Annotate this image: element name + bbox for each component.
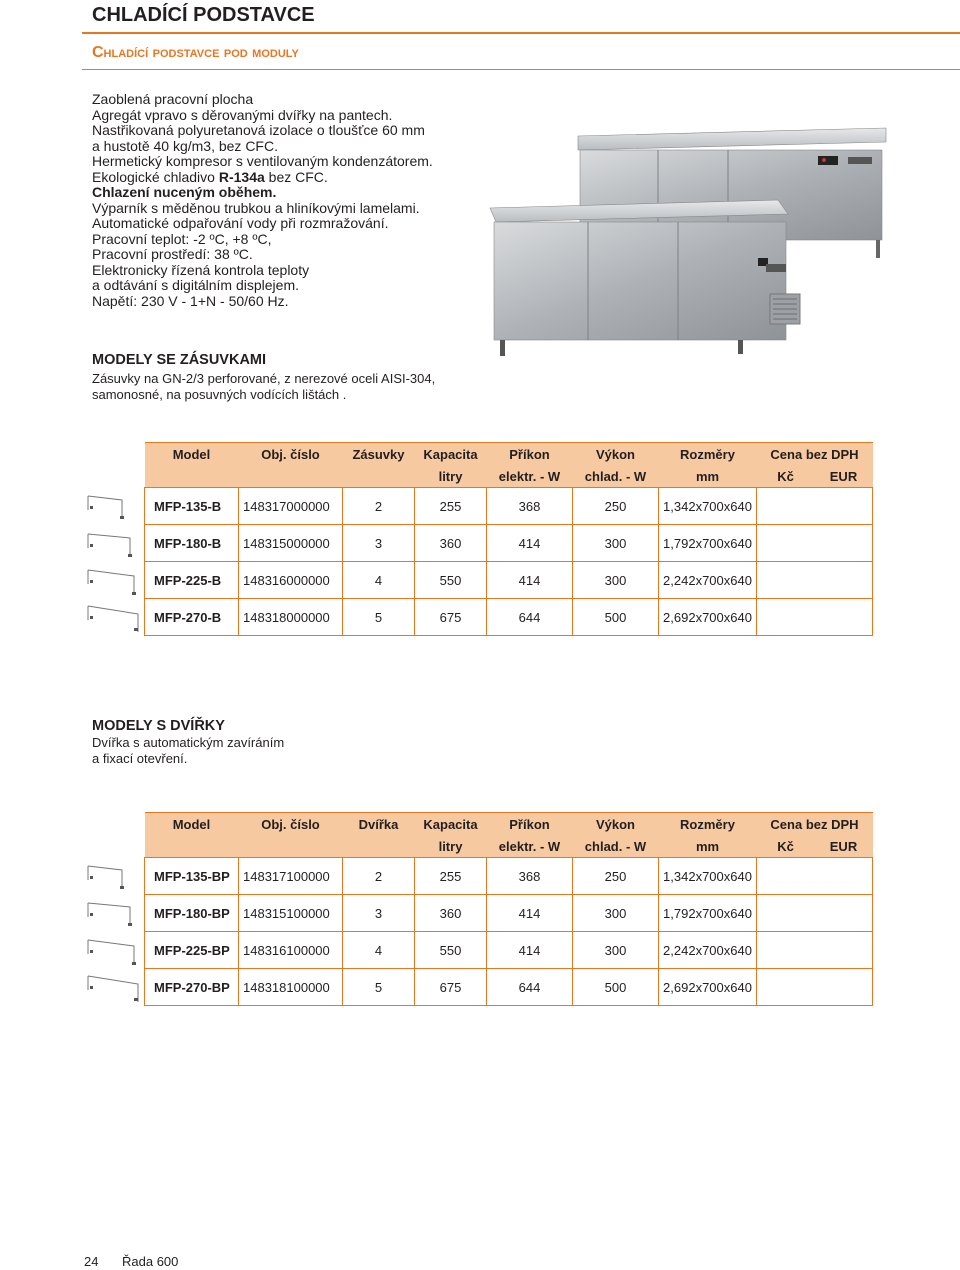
table-row: MFP-225-BP 148316100000 4 550 414 300 2,242x700x640 [145, 932, 873, 969]
door-unit-thumbnail [86, 972, 140, 1004]
spec-line: Agregát vpravo s děrovanými dvířky na pantech. [92, 106, 393, 123]
door-unit-thumbnail [86, 862, 140, 894]
title-divider [82, 32, 960, 34]
section-title-doors: MODELY S DVÍŘKY [92, 718, 225, 734]
unit-label: elektr. - W [487, 835, 573, 858]
spec-line: Elektronicky řízená kontrola teploty [92, 261, 310, 278]
subtitle-divider [82, 69, 960, 70]
col-header: Rozměry [659, 443, 757, 466]
col-header: Cena bez DPH [757, 813, 873, 836]
col-header: Zásuvky [343, 443, 415, 466]
page-number: 24 [84, 1254, 99, 1269]
table-row: MFP-135-BP 148317100000 2 255 368 250 1,342x700x640 [145, 858, 873, 895]
spec-line: Hermetický kompresor s ventilovaným kondenzátorem. [92, 153, 433, 169]
col-header: Příkon [487, 443, 573, 466]
spec-line: Pracovní teplot: -2 ºC, +8 ºC, [92, 230, 272, 247]
unit-label: chlad. - W [573, 835, 659, 858]
col-header: Rozměry [659, 813, 757, 836]
spec-line: a odtávání s digitálním displejem. [92, 277, 299, 293]
door-unit-thumbnail [86, 936, 140, 968]
product-photo [488, 118, 888, 358]
section-title-drawers: MODELY SE ZÁSUVKAMI [92, 352, 267, 368]
spec-line: Ekologické chladivo R-134a bez CFC. [92, 168, 328, 185]
spec-line: Zaoblená pracovní plocha [92, 91, 254, 107]
col-header: Výkon [573, 813, 659, 836]
unit-label: Kč [757, 465, 815, 488]
unit-label: chlad. - W [573, 465, 659, 488]
section-desc: Zásuvky na GN-2/3 perforované, z nerezové oceli AISI-304, [92, 371, 436, 386]
table-row: MFP-270-BP 148318100000 5 675 644 500 2,692x700x640 [145, 969, 873, 1006]
col-header: Kapacita [415, 443, 487, 466]
drawer-unit-thumbnail [86, 530, 140, 562]
table-row: MFP-180-B 148315000000 3 360 414 300 1,792x700x640 [145, 525, 873, 562]
table-row: MFP-180-BP 148315100000 3 360 414 300 1,792x700x640 [145, 895, 873, 932]
table-row: MFP-225-B 148316000000 4 550 414 300 2,242x700x640 [145, 562, 873, 599]
drawers-table [144, 442, 873, 636]
col-header: Dvířka [343, 813, 415, 836]
col-header: Cena bez DPH [757, 443, 873, 466]
unit-label: mm [659, 835, 757, 858]
spec-line: a hustotě 40 kg/m3, bez CFC. [92, 137, 278, 154]
spec-line: Výparník s měděnou trubkou a hliníkovými lamelami. [92, 199, 420, 216]
series-label: Řada 600 [122, 1254, 179, 1269]
section-desc: a fixací otevření. [92, 751, 188, 766]
spec-list [92, 92, 433, 309]
drawer-unit-thumbnail [86, 492, 140, 524]
doors-table [144, 812, 873, 1006]
spec-line: Automatické odpařování vody při rozmražování. [92, 215, 389, 231]
section-desc: samonosné, na posuvných vodících lištách . [92, 387, 347, 402]
spec-line: Pracovní prostředí: 38 ºC. [92, 246, 253, 262]
page-subtitle: Chladící podstavce pod moduly [92, 44, 299, 61]
drawer-unit-thumbnail [86, 602, 140, 634]
page-title: CHLADÍCÍ PODSTAVCE [92, 4, 315, 26]
section-desc: Dvířka s automatickým zavíráním [92, 735, 285, 750]
col-header: Výkon [573, 443, 659, 466]
unit-label: Kč [757, 835, 815, 858]
spec-line: Napětí: 230 V - 1+N - 50/60 Hz. [92, 292, 289, 309]
table-row: MFP-270-B 148318000000 5 675 644 500 2,692x700x640 [145, 599, 873, 636]
col-header: Kapacita [415, 813, 487, 836]
unit-label: EUR [815, 835, 873, 858]
spec-line: Nastřikovaná polyuretanová izolace o tloušťce 60 mm [92, 122, 425, 138]
col-header: Obj. číslo [239, 443, 343, 466]
unit-label: litry [415, 465, 487, 488]
table-row: MFP-135-B 148317000000 2 255 368 250 1,342x700x640 [145, 488, 873, 525]
drawer-unit-thumbnail [86, 566, 140, 598]
col-header: Model [145, 443, 239, 466]
col-header: Obj. číslo [239, 813, 343, 836]
unit-label: EUR [815, 465, 873, 488]
col-header: Model [145, 813, 239, 836]
door-unit-thumbnail [86, 899, 140, 931]
unit-label: elektr. - W [487, 465, 573, 488]
unit-label: mm [659, 465, 757, 488]
unit-label: litry [415, 835, 487, 858]
col-header: Příkon [487, 813, 573, 836]
spec-line: Chlazení nuceným oběhem. [92, 184, 277, 200]
